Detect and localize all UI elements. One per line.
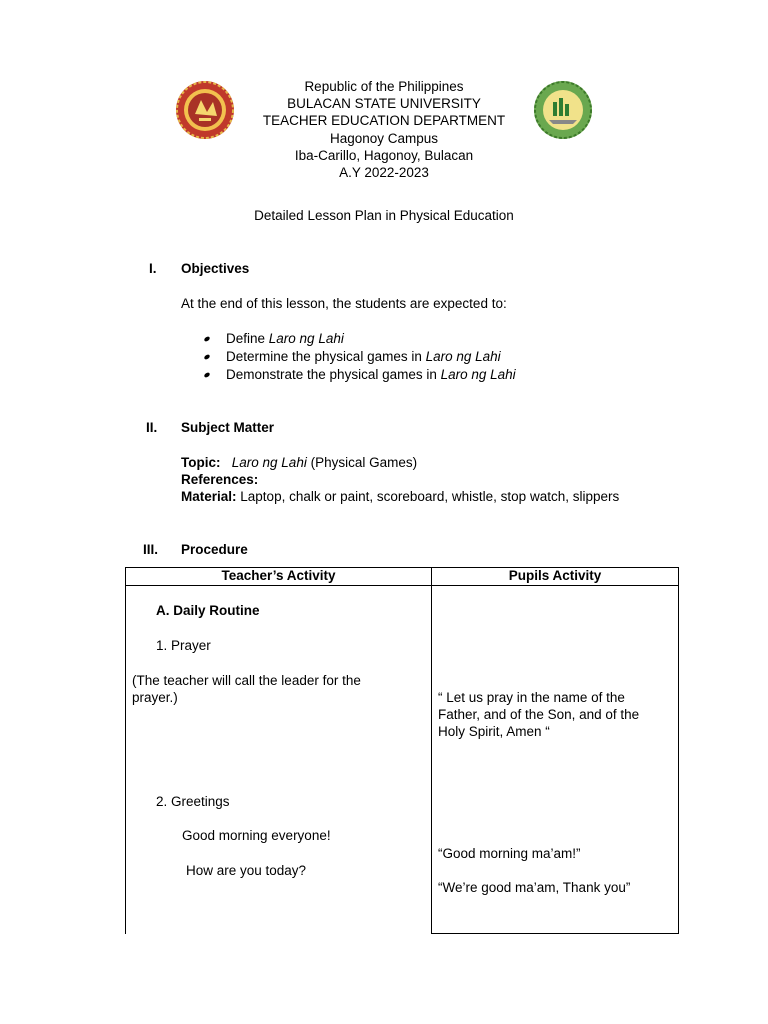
pupils-activity-header: Pupils Activity bbox=[432, 568, 679, 586]
procedure-numeral: III. bbox=[143, 542, 159, 557]
header-republic: Republic of the Philippines bbox=[304, 79, 464, 94]
teacher-activity-cell bbox=[126, 586, 432, 934]
objectives-intro: At the end of this lesson, the students are expected to: bbox=[181, 296, 507, 311]
topic-line: Topic: Laro ng Lahi (Physical Games) bbox=[181, 455, 418, 470]
procedure-table bbox=[125, 567, 679, 934]
teacher-activity-header: Teacher’s Activity bbox=[126, 568, 432, 586]
objectives-heading: Objectives bbox=[181, 261, 250, 276]
header-department: TEACHER EDUCATION DEPARTMENT bbox=[262, 113, 506, 128]
bullet-icon bbox=[203, 372, 210, 379]
prayer-note-line1: (The teacher will call the leader for the bbox=[132, 673, 361, 688]
prayer-heading: 1. Prayer bbox=[156, 638, 211, 653]
teacher-good-morning: Good morning everyone! bbox=[182, 828, 331, 843]
greetings-heading: 2. Greetings bbox=[156, 794, 230, 809]
header-university: BULACAN STATE UNIVERSITY bbox=[287, 96, 481, 111]
teacher-how-are-you: How are you today? bbox=[186, 863, 307, 878]
bullet-icon bbox=[203, 354, 210, 361]
header-address: Iba-Carillo, Hagonoy, Bulacan bbox=[294, 148, 474, 163]
document-title: Detailed Lesson Plan in Physical Education bbox=[254, 208, 514, 223]
objective-item: Demonstrate the physical games in Laro ng Lahi bbox=[226, 367, 516, 382]
pupil-prayer-line2: Father, and of the Son, and of the bbox=[438, 707, 640, 722]
subject-heading: Subject Matter bbox=[181, 420, 275, 435]
objective-item: Determine the physical games in Laro ng Lahi bbox=[226, 349, 501, 364]
pupil-prayer-line1: “ Let us pray in the name of the bbox=[438, 690, 625, 705]
material-line: Material: Laptop, chalk or paint, scoreboard, whistle, stop watch, slippers bbox=[181, 489, 620, 504]
daily-routine-heading: A. Daily Routine bbox=[156, 603, 260, 618]
subject-numeral: II. bbox=[146, 420, 158, 435]
bullet-icon bbox=[203, 336, 210, 343]
pupils-activity-cell bbox=[432, 586, 679, 934]
header-academic-year: A.Y 2022-2023 bbox=[339, 165, 429, 180]
pupil-prayer-line3: Holy Spirit, Amen “ bbox=[438, 724, 550, 739]
procedure-heading: Procedure bbox=[181, 542, 248, 557]
prayer-note-line2: prayer.) bbox=[132, 690, 178, 705]
pupil-good-response: “We’re good ma’am, Thank you” bbox=[438, 880, 631, 895]
references-label: References: bbox=[181, 472, 259, 487]
objectives-numeral: I. bbox=[149, 261, 157, 276]
header-campus: Hagonoy Campus bbox=[329, 131, 439, 146]
pupil-good-morning: “Good morning ma’am!” bbox=[438, 846, 581, 861]
objective-item: Define Laro ng Lahi bbox=[226, 331, 344, 346]
